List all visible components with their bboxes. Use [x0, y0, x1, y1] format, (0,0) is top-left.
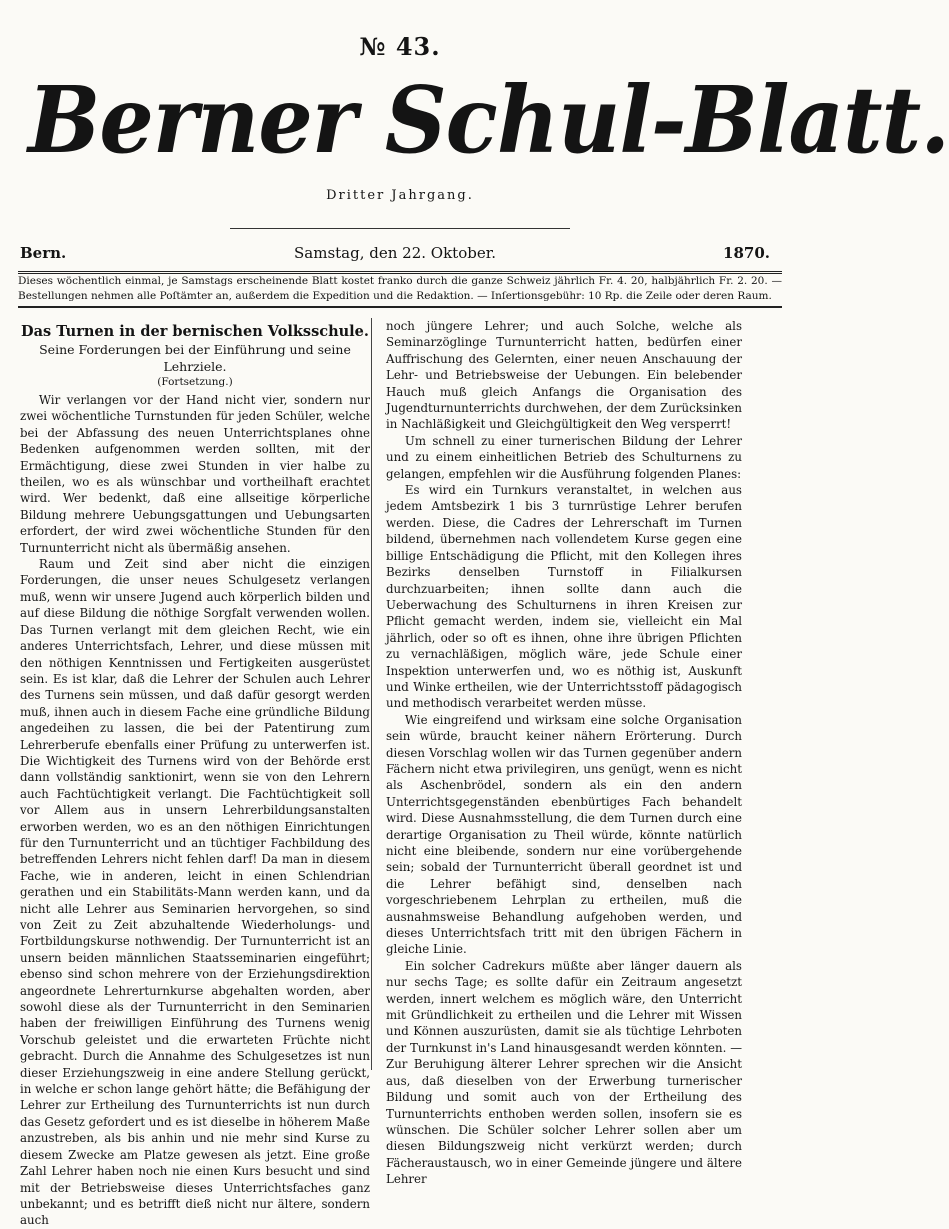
- issue-date: Samstag, den 22. Oktober.: [294, 244, 496, 262]
- volume-line: Dritter Jahrgang.: [326, 188, 474, 203]
- article-subtitle: Seine Forderungen bei der Einführung und seine Lehrziele.: [39, 342, 351, 374]
- paragraph: Raum und Zeit sind aber nicht die einzigen Forderungen, die unser neues Schulgesetz verlangen muß, wenn wir unsere Jugend auch körperlich bilden und auf diese Bildung die nöthige Sorgfalt verwenden wollen. Das Turnen verlangt mit dem gleichen Recht, wie ein anderes Unterrichtsfach, Lehrer, und diese müssen mit den nöthigen Kenntnissen und Fertigkeiten ausgerüstet sein. Es ist klar, daß die Lehrer der Schulen auch Lehrer des Turnens sein müssen, und daß dafür gesorgt werden muß, ihnen auch in diesem Fache eine gründliche Bildung angedeihen zu lassen, die bei der Patentirung zum Lehrerberufe ebenfalls einer Prüfung zu unterwerfen ist. Die Wichtigkeit des Turnens wird von der Behörde erst dann vollständig sanktionirt, wenn sie von den Lehrern auch Fachtüchtigkeit verlangt. Die Fachtüchtigkeit soll vor Allem aus in unsern Lehrerbildungsanstalten erworben werden, wo es an den nöthigen Einrichtungen für den Turnunterricht und an tüchtiger Fachbildung des betreffenden Lehrers nicht fehlen darf! Da man in diesem Fache, wie in anderen, leicht in einen Schlendrian gerathen und ein Stabilitäts-Mann werden kann, und da nicht alle Lehrer aus Seminarien hervorgehen, so sind von Zeit zu Zeit abzuhaltende Wiederholungs- und Fortbildungskurse nothwendig. Der Turnunterricht ist an unsern beiden männlichen Staatsseminarien eingeführt; ebenso sind schon mehrere von der Erziehungsdirektion angeordnete Lehrerturnkurse abgehalten worden, aber sowohl diese als der Turnunterricht in den Seminarien haben der freiwilligen Einführung des Turnens wenig Vorschub geleistet und die erwarteten Früchte nicht gebracht. Durch die Annahme des Schulgesetzes ist nun dieser Erziehungszweig in eine andere Stellung gerückt, in welche er schon lange gehört hätte; die Befähigung der Lehrer zur Ertheilung des Turnunterrichts ist nun durch das Gesetz gefordert und es ist dieselbe in höherem Maße anzustreben, als bis anhin und nie mehr sind Kurse zu diesem Zwecke am Platze gewesen als jetzt. Eine große Zahl Lehrer haben noch nie einen Kurs besucht und sind mit der Betriebsweise dieses Unterrichtsfaches ganz unbekannt; und es betrifft dieß nicht nur ältere, sondern auch: [20, 557, 370, 1228]
- issue-number: № 43.: [359, 32, 441, 61]
- paragraph: Ein solcher Cadrekurs müßte aber länger dauern als nur sechs Tage; es sollte dafür ein Zeitraum angesetzt werden, innert welchem es möglich wäre, den Unterricht mit Gründlichkeit zu ertheilen und die Lehrer mit Wissen und Können auszurüsten, damit sie als tüchtige Lehrboten der Turnkunst in's Land hinausgesandt werden könnten. — Zur Beruhigung älterer Lehrer sprechen wir die Ansicht aus, daß dieselben von der Erwerbung turnerischer Bildung und somit auch von der Ertheilung des Turnunterrichts enthoben werden sollen, insofern sie es wünschen. Die Schüler solcher Lehrer sollen aber um diesen Bildungszweig nicht verkürzt werden; durch Fächeraustausch, wo in einer Gemeinde jüngere und ältere Lehrer: [386, 958, 742, 1187]
- column-right: [386, 318, 742, 1188]
- dateline: [20, 244, 770, 266]
- column-left: [20, 318, 370, 1229]
- paragraph: Um schnell zu einer turnerischen Bildung der Lehrer und zu einem einheitlichen Betrieb des Schulturnens zu gelangen, empfehlen wir die Ausführung folgenden Planes:: [386, 433, 742, 481]
- divider-rule: [18, 306, 782, 308]
- article-title: Das Turnen in der bernischen Volksschule.: [21, 323, 369, 340]
- paragraph: Wie eingreifend und wirksam eine solche Organisation sein würde, braucht keiner nähern Erörterung. Durch diesen Vorschlag wollen wir das Turnen gegenüber andern Fächern nicht etwa privilegiren, uns genügt, wenn es nicht als Aschenbrödel, sondern als ein den andern Unterrichtsgegenständen ebenbürtiges Fach behandelt wird. Diese Ausnahmsstellung, die dem Turnen durch eine derartige Organisation zu Theil würde, könnte natürlich nicht eine bleibende, sondern nur eine vorübergehende sein; sobald der Turnunterricht überall geordnet ist und die Lehrer befähigt sind, denselben nach vorgeschriebenem Lehrplan zu ertheilen, muß die ausnahmsweise Behandlung aufgehoben werden, und dieses Unterrichtsfach tritt mit den übrigen Fächern in gleiche Linie.: [386, 712, 742, 957]
- masthead-title: Berner Schul-Blatt.: [28, 66, 949, 174]
- issue-year: 1870.: [723, 244, 770, 262]
- paragraph: Es wird ein Turnkurs veranstaltet, in welchen aus jedem Amtsbezirk 1 bis 3 turnrüstige Lehrer berufen werden. Diese, die Cadres der Lehrerschaft im Turnen bildend, übernehmen nach vollendetem Kurse gegen eine billige Entschädigung die Pflicht, mit den Kollegen ihres Bezirks denselben Turnstoff in Filialkursen durchzuarbeiten; ihnen sollte dann auch die Ueberwachung des Schulturnens in ihren Kreisen zur Pflicht gemacht werden, indem sie, vielleicht ein Mal jährlich, oder so oft es ihnen, ohne ihre übrigen Pflichten zu vernachläßigen, möglich wäre, jede Schule einer Inspektion unterwerfen und, wo es nöthig ist, Auskunft und Winke ertheilen, wie der Unterrichtsstoff pädagogisch und methodisch verarbeitet werden müsse.: [386, 483, 742, 711]
- divider-rule: [230, 228, 570, 229]
- subscription-notice: Dieses wöchentlich einmal, je Samstags erscheinende Blatt kostet franko durch die ganze Schweiz jährlich Fr. 4. 20, halbjährlich Fr. 2. 20. — Bestellungen nehmen alle Poſtämter an, außerdem die Expedition und die Redaktion. — Inſertionsgebühr: 10 Rp. die Zeile oder deren Raum.: [18, 275, 782, 302]
- continuation-note: (Fortsetzung.): [157, 376, 233, 388]
- issue-place: Bern.: [20, 244, 67, 262]
- paragraph: Wir verlangen vor der Hand nicht vier, sondern nur zwei wöchentliche Turnstunden für jeden Schüler, welche bei der Abfassung des neuen Unterrichtsplanes ohne Bedenken aufgenommen werden sollten, mit der Ermächtigung, diese zwei Stunden in vier halbe zu theilen, wo es als wünschbar und vortheilhaft erachtet wird. Wer bedenkt, daß eine allseitige körperliche Bildung mehrere Uebungsgattungen und Uebungsarten erfordert, der wird zwei wöchentliche Stunden für den Turnunterricht nicht als übermäßig ansehen.: [20, 393, 370, 555]
- paragraph: noch jüngere Lehrer; und auch Solche, welche als Seminarzöglinge Turnunterricht hatten, bedürfen einer Auffrischung des Gelernten, einer neuen Anschauung der Lehr- und Betriebsweise der Uebungen. Ein belebender Hauch muß gleich Anfangs die Organisation des Jugendturnunterrichts durchwehen, der dem Zurücksinken in Nachläßigkeit und Gleichgültigkeit den Weg versperrt!: [386, 319, 742, 432]
- column-divider: [371, 318, 372, 1070]
